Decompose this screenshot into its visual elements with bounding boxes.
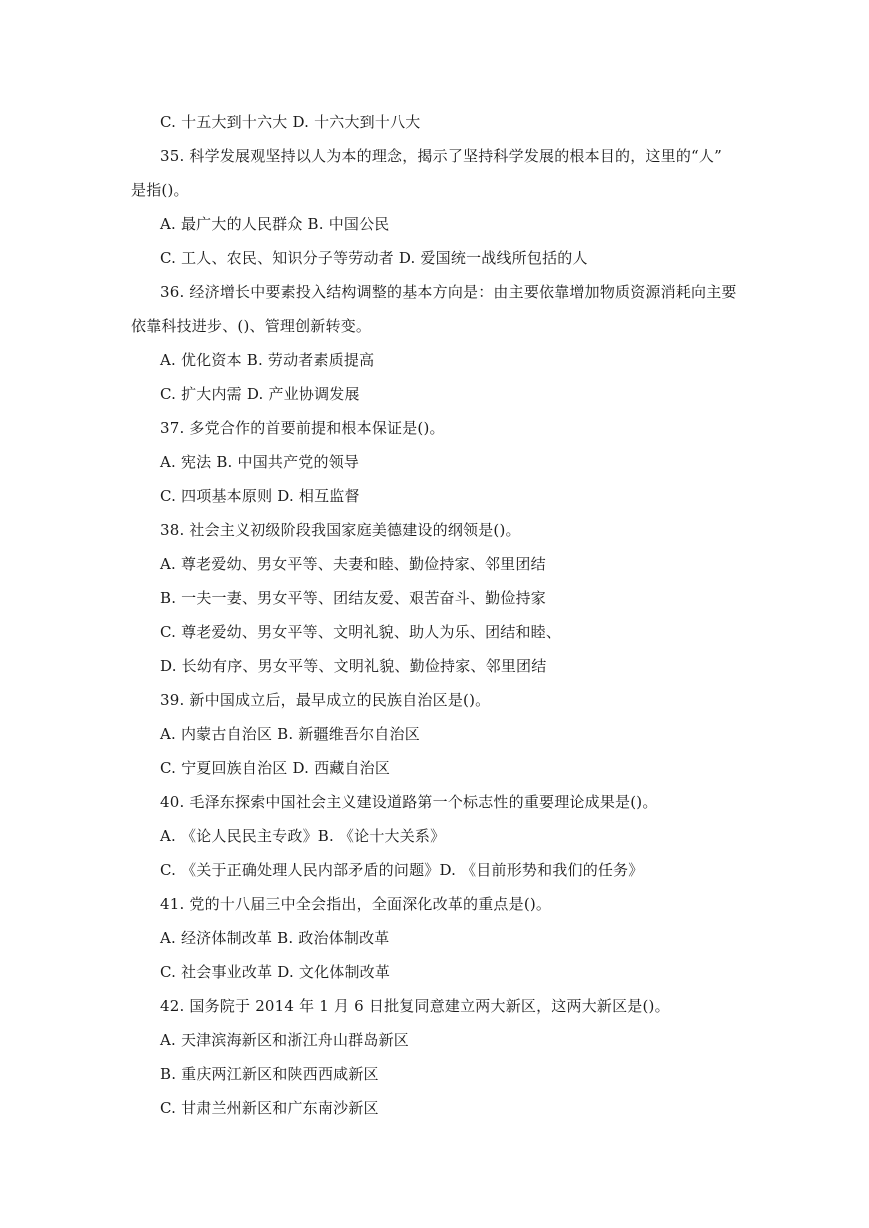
option-line: D. 长幼有序、男女平等、文明礼貌、勤俭持家、邻里团结	[160, 657, 547, 675]
option-line: C. 甘肃兰州新区和广东南沙新区	[160, 1099, 379, 1117]
option-line: B. 重庆两江新区和陕西西咸新区	[160, 1065, 379, 1083]
option-line: C. 宁夏回族自治区 D. 西藏自治区	[160, 759, 391, 777]
option-line: C. 扩大内需 D. 产业协调发展	[160, 385, 360, 403]
text-line: C. 十五大到十六大 D. 十六大到十八大	[160, 113, 421, 131]
option-line: A. 天津滨海新区和浙江舟山群岛新区	[160, 1031, 409, 1049]
option-line: C. 《关于正确处理人民内部矛盾的问题》D. 《目前形势和我们的任务》	[160, 861, 644, 879]
question-36-cont: 依靠科技进步、()、管理创新转变。	[131, 317, 372, 335]
question-38: 38. 社会主义初级阶段我国家庭美德建设的纲领是()。	[160, 521, 521, 539]
question-42: 42. 国务院于 2014 年 1 月 6 日批复同意建立两大新区，这两大新区是()。	[160, 997, 670, 1015]
option-line: C. 尊老爱幼、男女平等、文明礼貌、助人为乐、团结和睦、	[160, 623, 562, 641]
option-line: A. 宪法 B. 中国共产党的领导	[160, 453, 360, 471]
option-line: C. 工人、农民、知识分子等劳动者 D. 爱国统一战线所包括的人	[160, 249, 588, 267]
option-line: A. 优化资本 B. 劳动者素质提高	[160, 351, 375, 369]
option-line: A. 内蒙古自治区 B. 新疆维吾尔自治区	[160, 725, 420, 743]
question-41: 41. 党的十八届三中全会指出，全面深化改革的重点是()。	[160, 895, 552, 913]
question-39: 39. 新中国成立后，最早成立的民族自治区是()。	[160, 691, 491, 709]
question-40: 40. 毛泽东探索中国社会主义建设道路第一个标志性的重要理论成果是()。	[160, 793, 658, 811]
question-35: 35. 科学发展观坚持以人为本的理念，揭示了坚持科学发展的根本目的，这里的“人”	[160, 147, 722, 165]
option-line: A. 经济体制改革 B. 政治体制改革	[160, 929, 390, 947]
option-line: A. 最广大的人民群众 B. 中国公民	[160, 215, 390, 233]
option-line: C. 社会事业改革 D. 文化体制改革	[160, 963, 391, 981]
option-line: B. 一夫一妻、男女平等、团结友爱、艰苦奋斗、勤俭持家	[160, 589, 546, 607]
option-line: A. 尊老爱幼、男女平等、夫妻和睦、勤俭持家、邻里团结	[160, 555, 546, 573]
option-line: C. 四项基本原则 D. 相互监督	[160, 487, 360, 505]
question-36: 36. 经济增长中要素投入结构调整的基本方向是：由主要依靠增加物质资源消耗向主要	[160, 283, 737, 301]
option-line: A. 《论人民民主专政》B. 《论十大关系》	[160, 827, 446, 845]
question-35-cont: 是指()。	[131, 181, 189, 199]
question-37: 37. 多党合作的首要前提和根本保证是()。	[160, 419, 445, 437]
